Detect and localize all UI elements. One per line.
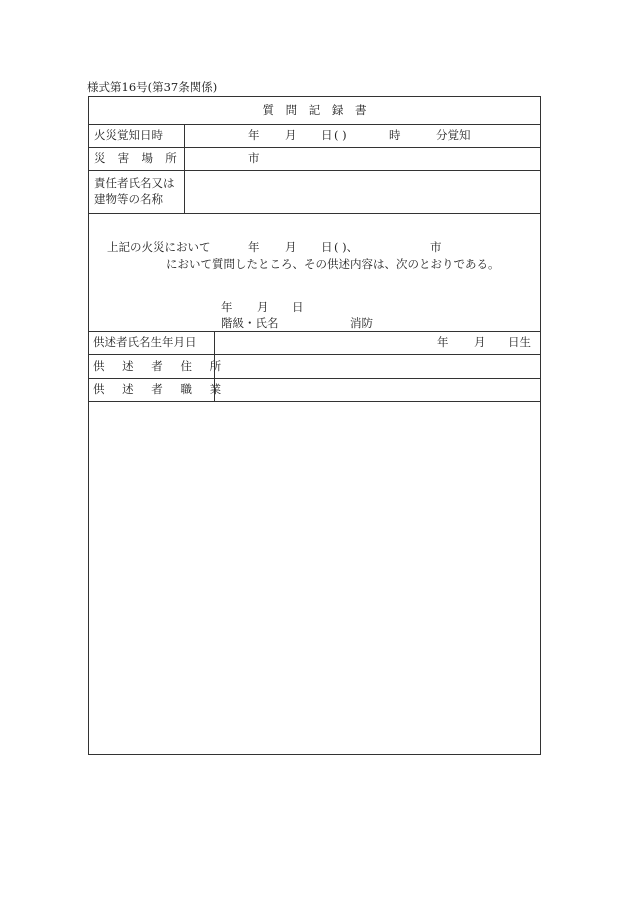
weekday-blank: ( ) [334,128,347,142]
hour-label: 時 [389,128,401,142]
responsible-person-label-line1: 責任者氏名又は [94,176,175,190]
day-label: 日 [321,128,333,142]
row-divider [89,354,540,355]
respondent-name-birth-label: 供述者氏名生年月日 [93,335,197,349]
statement-weekday: ( )、 [334,240,359,254]
statement-city: 市 [430,240,442,254]
year-label: 年 [248,128,260,142]
row-divider [89,124,540,125]
fire-detected-datetime-label: 火災覚知日時 [94,128,163,142]
fire-department-label: 消防 [350,316,373,330]
birth-month: 月 [474,335,486,349]
label-column-divider [184,124,185,213]
statement-date-month: 月 [257,300,269,314]
statement-content-area[interactable] [89,402,540,754]
record-form [88,96,541,755]
statement-date-year: 年 [221,300,233,314]
month-label: 月 [285,128,297,142]
statement-line2: において質問したところ、その供述内容は、次のとおりである。 [166,257,500,271]
statement-month: 月 [285,240,297,254]
form-title: 質 問 記 録 書 [262,103,367,117]
birth-day: 日生 [508,335,531,349]
statement-day: 日 [321,240,333,254]
responsible-person-label-line2: 建物等の名称 [94,192,163,206]
form-number: 様式第16号(第37条関係) [87,80,218,94]
respondent-address-label: 供 述 者 住 所 [93,359,222,373]
disaster-location-label: 災 害 場 所 [94,151,180,165]
row-divider [89,147,540,148]
respondent-occupation-label: 供 述 者 職 業 [93,382,222,396]
birth-year: 年 [437,335,449,349]
minute-detected-label: 分覚知 [436,128,471,142]
row-divider [89,213,540,214]
city-label: 市 [248,151,260,165]
rank-name-label: 階級・氏名 [221,316,279,330]
statement-date-day: 日 [292,300,304,314]
row-divider [89,378,540,379]
statement-year: 年 [248,240,260,254]
row-divider [89,331,540,332]
statement-prefix: 上記の火災において [107,240,211,254]
row-divider [89,170,540,171]
